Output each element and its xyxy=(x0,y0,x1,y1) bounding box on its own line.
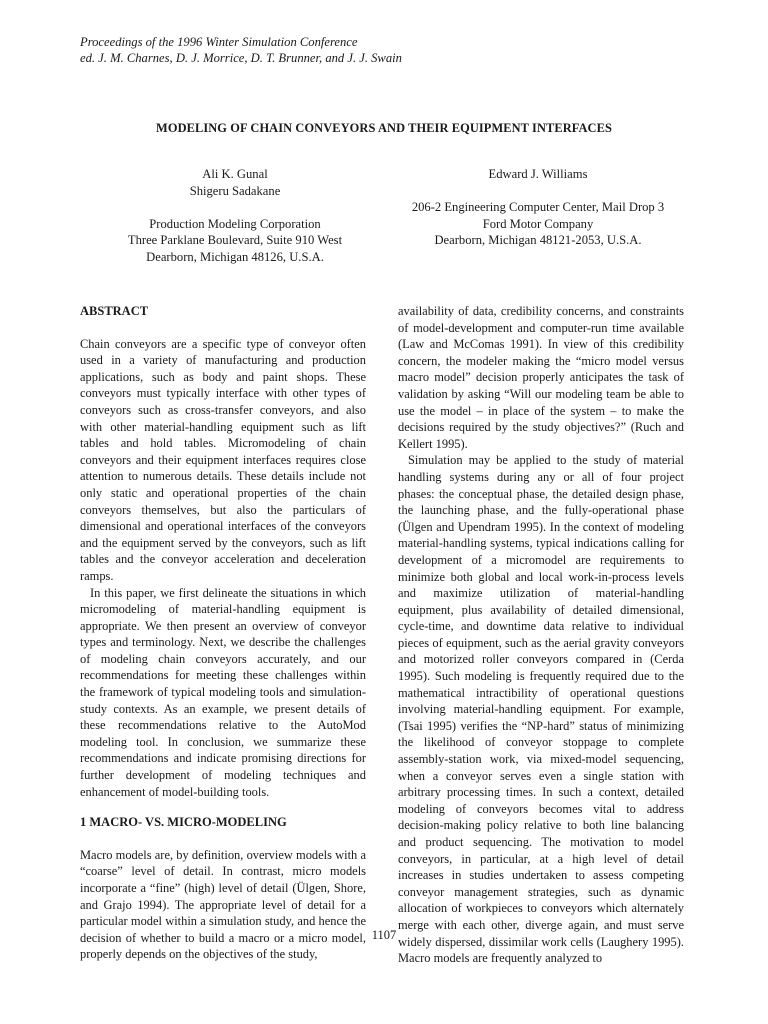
body-paragraph: Simulation may be applied to the study of material handling systems during any or all of four project phases: the conceptual phase, the detailed design phase, the launching phase, and the fully-operational phase (Ülgen and Upendram 1995). In the context of modeling material-handling systems, typical indications calling for development of a micromodel are requirements to minimize both global and local work-in-process levels and maximize utilization of material-handling equipment, plus availability of detailed dimensional, cycle-time, and downtime data relative to individual pieces of equipment, such as the aerial gravity conveyors and motorized roller conveyors compared in (Cerda 1995). Such modeling is frequently required due to the mathematical intractibility of operational questions involving material-handling equipment. For example, (Tsai 1995) verifies the “NP-hard” status of minimizing the likelihood of conveyor stoppage to complete assembly-station work, via mixed-model sequencing, when a conveyor serves even a single station with arbitrary processing times. In such a context, detailed modeling of conveyors becomes vital to address decision-making policy relative to both line balancing and product sequencing. The motivation to model conveyors, in particular, at a high level of detail increases in studies undertaken to assess competing conveyor management strategies, such as dynamic allocation of workpieces to conveyors which alternately merge with each other, diverge again, and must serve widely dispersed, dissimilar work cells (Laughery 1995). Macro models are frequently analyzed to xyxy=(398,453,684,966)
author-name: Ali K. Gunal xyxy=(202,167,268,181)
left-column xyxy=(80,303,366,963)
right-column xyxy=(398,303,684,967)
section-paragraph: Macro models are, by definition, overview models with a “coarse” level of detail. In contrast, micro models incorporate a “fine” (high) level of detail (Ülgen, Shore, and Grajo 1994). The appropriate level of detail for a particular model within a simulation study, and hence the decision of whether to build a macro or a micro model, properly depends on the objectives of the study, xyxy=(80,847,366,962)
author-name: Edward J. Williams xyxy=(488,167,588,181)
proceedings-line: Proceedings of the 1996 Winter Simulation Conference xyxy=(80,35,358,49)
paper-title: MODELING OF CHAIN CONVEYORS AND THEIR EQUIPMENT INTERFACES xyxy=(156,121,612,135)
section-heading: 1 MACRO- VS. MICRO-MODELING xyxy=(80,815,287,830)
editors-line: ed. J. M. Charnes, D. J. Morrice, D. T. Brunner, and J. J. Swain xyxy=(80,51,402,65)
affiliation-line: Dearborn, Michigan 48126, U.S.A. xyxy=(146,250,324,265)
page-number: 1107 xyxy=(371,928,397,942)
abstract-paragraph: Chain conveyors are a specific type of conveyor often used in a variety of manufacturing and production applications, such as body and paint shops. These conveyors must typically interface with other types of conveyors such as cross-transfer conveyors, and also with other material-handling equipment such as lift tables and hold tables. Micromodeling of chain conveyors and their equipment interfaces requires close attention to numerous details. These details include not only static and operational properties of the chain conveyors themselves, but also the particulars of dimensional and operational interfaces of the conveyors and the equipment served by the conveyors, such as lift tables and the conveyor acceleration and deceleration ramps. xyxy=(80,336,366,583)
authors-left xyxy=(95,166,375,266)
body-paragraph: availability of data, credibility concerns, and constraints of model-development and computer-run time available (Law and McComas 1991). In view of this credibility concern, the modeler making the “micro model versus macro model” decision properly anticipates the task of validation by asking “Will our modeling team be able to use the model – in place of the system – to make the decisions required by the study objectives?” (Ruch and Kellert 1995). xyxy=(398,304,684,451)
author-name: Shigeru Sadakane xyxy=(189,183,281,198)
authors-right xyxy=(388,166,688,249)
abstract-paragraph: In this paper, we first delineate the situations in which micromodeling of material-handling equipment is appropriate. We then present an overview of conveyor types and terminology. Next, we describe the challenges of modeling chain conveyors accurately, and our recommendations for meeting these challenges within the framework of typical modeling tools and simulation-study contexts. As an example, we present details of these recommendations relative to the AutoMod modeling tool. In conclusion, we summarize these recommendations and indicate promising directions for further development of modeling techniques and enhancement of model-building tools. xyxy=(80,585,366,799)
affiliation-line: Production Modeling Corporation xyxy=(149,216,321,231)
abstract-heading: ABSTRACT xyxy=(80,304,149,318)
affiliation-line: Ford Motor Company xyxy=(482,216,594,231)
proceedings-header xyxy=(80,34,402,66)
affiliation-line: Dearborn, Michigan 48121-2053, U.S.A. xyxy=(434,233,642,248)
affiliation-line: Three Parklane Boulevard, Suite 910 West xyxy=(127,233,343,248)
affiliation-line: 206-2 Engineering Computer Center, Mail Drop 3 xyxy=(411,199,665,214)
